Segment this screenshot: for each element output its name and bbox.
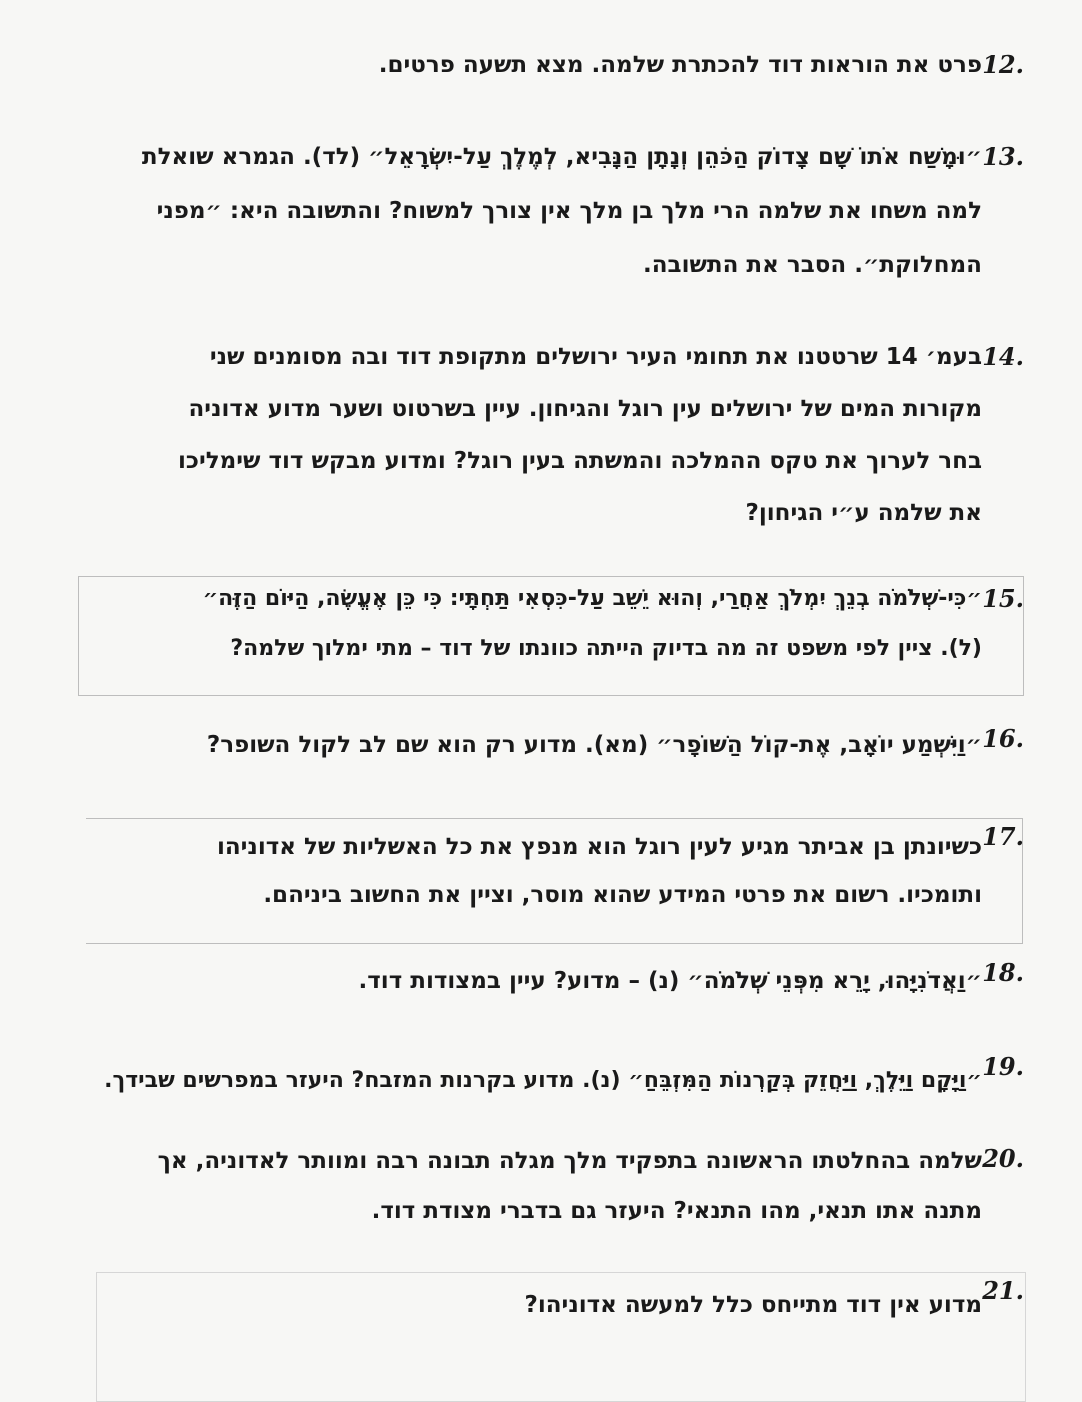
question-17-line-1: כשיונתן בן אביתר מגיע לעין רוגל הוא מנפץ את כל האשליות של אדוניהו — [216, 834, 982, 860]
question-12-line-1: פרט את הוראות דוד להכתרת שלמה. מצא תשעה פרטים. — [378, 52, 982, 78]
question-15-line-1: ״כִּי-שְׁלֹמֹה בְנֵךְ יִמְלֹךְ אַחֲרַי, וְהוּא יֵשֵׁב עַל-כִּסְאִי תַּחְתָּי: כִּי כֵּן אֶעֱשֶׂה, הַיּוֹם הַזֶּה״ — [202, 586, 982, 611]
question-14-line-1: בעמ׳ 14 שרטטנו את תחומי העיר ירושלים מתקופת דוד ובה מסומנים שני — [209, 344, 982, 370]
question-21-line-1: מדוע אין דוד מתייחס כלל למעשה אדוניהו? — [524, 1292, 982, 1318]
question-14-line-3: בחר לערוך את טקס ההמלכה והמשתה בעין רוגל? ומדוע מבקש דוד שימליכו — [178, 448, 982, 474]
question-14-number: 14. — [982, 342, 1024, 371]
question-13-line-1: ״וּמָשַׁח אֹתוֹ שָׁם צָדוֹק הַכֹּהֵן וְנָתָן הַנָּבִיא, לְמֶלֶךְ עַל-יִשְׂרָאֵל״ (לד). הגמרא שואלת — [141, 144, 982, 170]
question-20 — [92, 1146, 982, 1246]
question-15-number: 15. — [982, 584, 1024, 613]
question-15-line-2: (ל). ציין לפי משפט זה מה בדיוק הייתה כוונתו של דוד – מתי ימלוך שלמה? — [230, 636, 982, 661]
question-18 — [282, 966, 982, 1006]
question-12 — [262, 50, 982, 90]
question-14 — [52, 342, 982, 542]
question-13 — [52, 142, 982, 282]
question-16-number: 16. — [982, 724, 1024, 753]
question-12-number: 12. — [982, 50, 1024, 79]
question-18-line-1: ״וַאֲדֹנִיָּהוּ, יָרֵא מִפְּנֵי שְׁלֹמֹה״ (נ) – מדוע? עיין במצודות דוד. — [358, 968, 982, 994]
question-14-line-2: מקורות המים של ירושלים עין רוגל והגיחון. עיין בשרטוט ושער מדוע אדוניה — [188, 396, 982, 422]
question-20-line-1: שלמה בהחלטתו הראשונה בתפקיד מלך מגלה תבונה רבה ומוותר לאדוניה, אך — [157, 1148, 982, 1174]
question-19-line-1: ״וַיָּקָם וַיֵּלֶךְ, וַיַּחֲזֵק בְּקַרְנוֹת הַמִּזְבֵּחַ״ (נ). מדוע בקרנות המזבח? היעזר במפרשים שבידך. — [104, 1068, 982, 1093]
question-14-line-4: את שלמה ע״י הגיחון? — [745, 500, 982, 526]
question-21 — [282, 1290, 982, 1330]
question-17-number: 17. — [982, 822, 1024, 851]
question-17-line-2: ותומכיו. רשום את פרטי המידע שהוא מוסר, וציין את החשוב ביניהם. — [263, 882, 982, 908]
question-17 — [62, 832, 982, 932]
question-18-number: 18. — [982, 958, 1024, 987]
question-19-number: 19. — [982, 1052, 1024, 1081]
question-19 — [92, 1066, 982, 1106]
question-16 — [182, 730, 982, 770]
question-20-line-2: מתנה אתו תנאי, מהו התנאי? היעזר גם בדברי מצודת דוד. — [371, 1198, 982, 1224]
question-13-line-3: המחלוקת״. הסבר את התשובה. — [643, 252, 982, 278]
question-13-number: 13. — [982, 142, 1024, 171]
question-13-line-2: למה משחו את שלמה הרי מלך בן מלך אין צורך למשוח? והתשובה היא: ״מפני — [156, 198, 982, 224]
question-15 — [72, 584, 982, 684]
question-21-number: 21. — [982, 1276, 1024, 1305]
question-16-line-1: ״וַיִּשְׁמַע יוֹאָב, אֶת-קוֹל הַשּׁוֹפָר״ (מא). מדוע רק הוא שם לב לקול השופר? — [206, 732, 982, 758]
question-20-number: 20. — [982, 1144, 1024, 1173]
